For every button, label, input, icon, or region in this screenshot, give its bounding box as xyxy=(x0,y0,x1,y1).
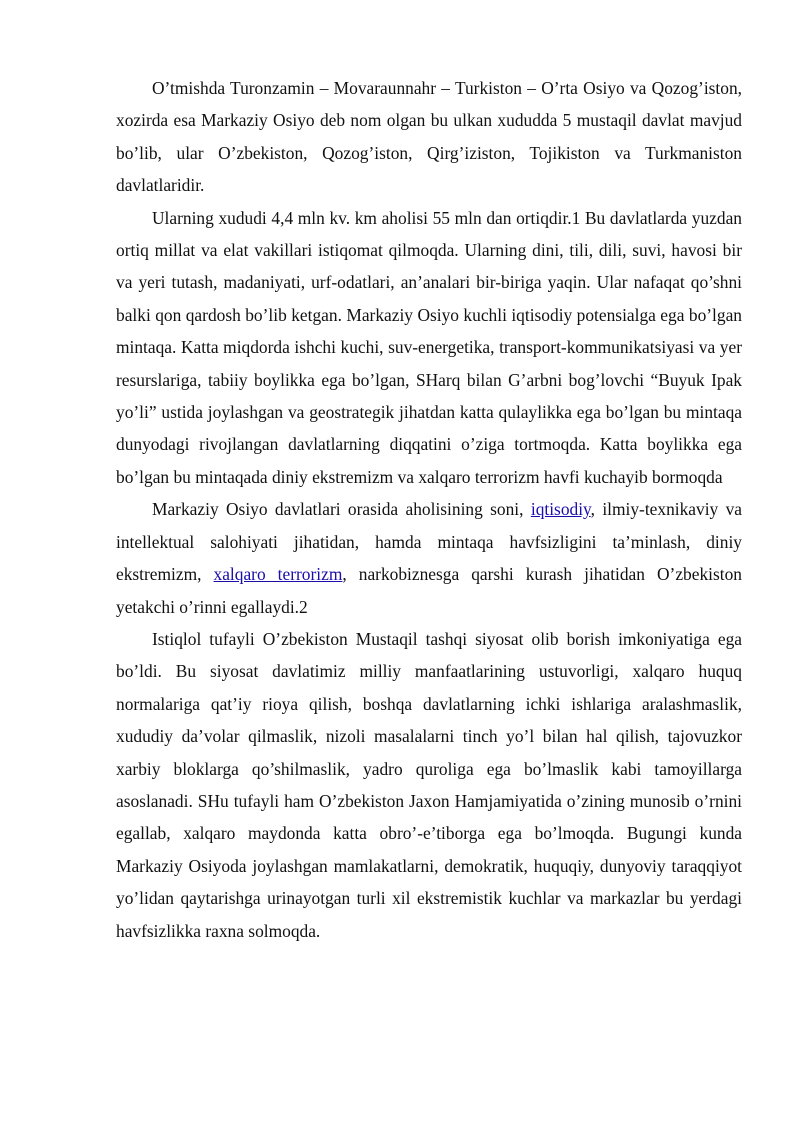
link-xalqaro-terrorizm[interactable]: xalqaro terrorizm xyxy=(213,564,343,585)
paragraph-4: Istiqlol tufayli O’zbekiston Mustaqil tashqi siyosat olib borish imkoniyatiga ega bo’ldi. Bu siyosat davlatimiz milliy manfaatlarining ustuvorligi, xalqaro huquq normalariga qat’iy rioya qilish, boshqa davlatlarning ichki ishlariga aralashmaslik, xududiy da’volar qilmaslik, nizoli masalalarni tinch yo’l bilan hal qilish, tajovuzkor xarbiy bloklarga qo’shilmaslik, yadro quroliga ega bo’lmaslik kabi tamoyillarga asoslanadi. SHu tufayli ham O’zbekiston Jaxon Hamjamiyatida o’zining munosib o’rnini egallab, xalqaro maydonda katta obro’-e’tiborga ega bo’lmoqda. Bugungi kunda Markaziy Osiyoda joylashgan mamlakatlarni, demokratik, huquqiy, dunyoviy taraqqiyot yo’lidan qaytarishga urinayotgan turli xil ekstremistik kuchlar va markazlar bu yerdagi havfsizlikka raxna solmoqda. xyxy=(116,628,742,941)
paragraph-3-text-c: , narkobiznesga qarshi kurash jihatidan O’zbekiston yetakchi o’rinni egallaydi.2 xyxy=(116,564,742,617)
paragraph-3-text-a: Markaziy Osiyo davlatlari orasida aholisining soni, xyxy=(152,499,531,520)
paragraph-2: Ularning xududi 4,4 mln kv. km aholisi 55 mln dan ortiqdir.1 Bu davlatlarda yuzdan ortiq millat va elat vakillari istiqomat qilmoqda. Ularning dini, tili, dili, suvi, havosi bir va yeri tutash, madaniyati, urf-odatlari, an’analari bir-biriga yaqin. Ular nafaqat qo’shni balki qon qardosh bo’lib ketgan. Markaziy Osiyo kuchli iqtisodiy potensialga ega bo’lgan mintaqa. Katta miqdorda ishchi kuchi, suv-energetika, transport-kommunikatsiyasi va yer resurslariga, tabiiy boylikka ega bo’lgan, SHarq bilan G’arbni bog’lovchi “Buyuk Ipak yo’li” ustida joylashgan va geostrategik jihatdan katta qulaylikka ega bo’lgan bu mintaqa dunyodagi rivojlangan davlatlarning diqqatini o’ziga tortmoqda. Katta boylikka ega bo’lgan bu mintaqada diniy ekstremizm va xalqaro terrorizm havfi kuchayib bormoqda xyxy=(116,207,742,487)
document-body xyxy=(116,72,742,947)
paragraph-3 xyxy=(116,493,742,623)
link-iqtisodiy[interactable]: iqtisodiy xyxy=(530,499,591,520)
paragraph-3-text-b: , ilmiy-texnikaviy va intellektual salohiyati jihatidan, hamda mintaqa havfsizligini ta’minlash, diniy ekstremizm, xyxy=(116,499,743,585)
paragraph-1: O’tmishda Turonzamin – Movaraunnahr – Turkiston – O’rta Osiyo va Qozog’iston, xozirda esa Markaziy Osiyo deb nom olgan bu ulkan xududda 5 mustaqil davlat mavjud bo’lib, ular O’zbekiston, Qozog’iston, Qirg’iziston, Tojikiston va Turkmaniston davlatlaridir. xyxy=(116,78,742,196)
